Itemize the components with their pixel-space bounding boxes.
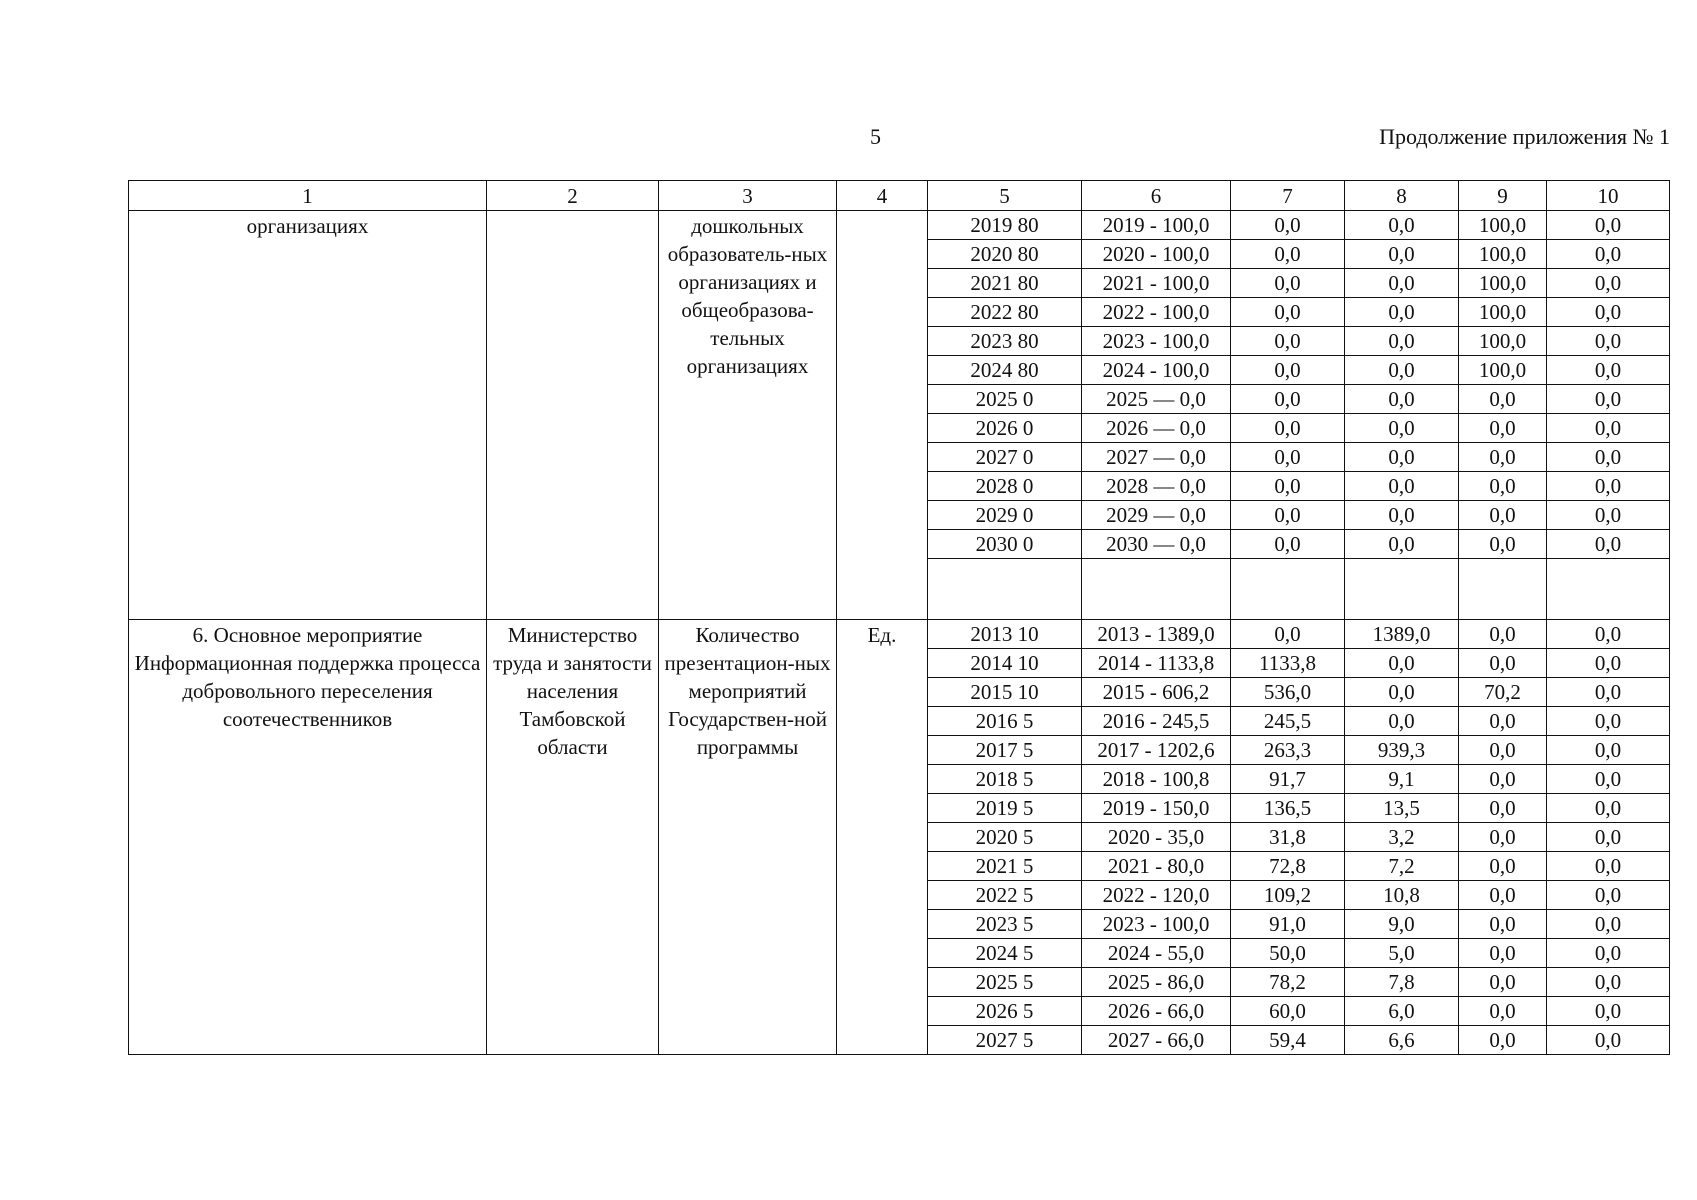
value-cell-col5: 2023 80	[928, 327, 1082, 356]
value-cell-col7: 136,5	[1231, 794, 1345, 823]
value-cell-col5: 2020 5	[928, 823, 1082, 852]
value-cell-col7: 0,0	[1231, 501, 1345, 530]
value-cell-col10: 0,0	[1547, 269, 1670, 298]
value-cell-col6: 2028 — 0,0	[1082, 472, 1231, 501]
value-cell-col10: 0,0	[1547, 443, 1670, 472]
value-cell-col9: 0,0	[1459, 501, 1547, 530]
value-cell-col9: 0,0	[1459, 443, 1547, 472]
value-cell-col9: 0,0	[1459, 968, 1547, 997]
value-cell-col7: 536,0	[1231, 678, 1345, 707]
value-cell-col10: 0,0	[1547, 736, 1670, 765]
value-cell-col5: 2019 5	[928, 794, 1082, 823]
value-cell-col5: 2026 0	[928, 414, 1082, 443]
value-cell-col9: 100,0	[1459, 269, 1547, 298]
block1-col4-cell	[837, 211, 928, 620]
value-cell-col9: 70,2	[1459, 678, 1547, 707]
value-cell-col10: 0,0	[1547, 385, 1670, 414]
value-cell-col5: 2016 5	[928, 707, 1082, 736]
value-cell-col5: 2018 5	[928, 765, 1082, 794]
value-cell-col7: 31,8	[1231, 823, 1345, 852]
value-cell-col6: 2024 - 55,0	[1082, 939, 1231, 968]
value-cell-col7: 0,0	[1231, 298, 1345, 327]
value-cell-col5: 2027 5	[928, 1026, 1082, 1055]
value-cell-col10: 0,0	[1547, 298, 1670, 327]
value-cell-col5: 2022 5	[928, 881, 1082, 910]
value-cell-col6: 2020 - 35,0	[1082, 823, 1231, 852]
value-cell-col10: 0,0	[1547, 240, 1670, 269]
value-cell-col5: 2014 10	[928, 649, 1082, 678]
value-cell-col5: 2024 5	[928, 939, 1082, 968]
value-cell-col8: 0,0	[1345, 443, 1459, 472]
appendix-table	[128, 180, 1670, 1055]
value-cell-col7: 72,8	[1231, 852, 1345, 881]
value-cell-col6: 2015 - 606,2	[1082, 678, 1231, 707]
value-cell-col7: 59,4	[1231, 1026, 1345, 1055]
value-cell-col10: 0,0	[1547, 356, 1670, 385]
value-cell-col7: 0,0	[1231, 443, 1345, 472]
value-cell-col9: 0,0	[1459, 707, 1547, 736]
value-cell-col9: 0,0	[1459, 414, 1547, 443]
value-cell-col8: 3,2	[1345, 823, 1459, 852]
value-cell-col8: 6,0	[1345, 997, 1459, 1026]
value-cell-col7: 0,0	[1231, 269, 1345, 298]
table-row	[129, 620, 1670, 649]
value-cell-col8: 0,0	[1345, 472, 1459, 501]
value-cell-col8: 0,0	[1345, 501, 1459, 530]
value-cell-col8: 939,3	[1345, 736, 1459, 765]
value-cell-col5: 2025 5	[928, 968, 1082, 997]
value-cell-col6: 2023 - 100,0	[1082, 910, 1231, 939]
value-cell-col6: 2022 - 100,0	[1082, 298, 1231, 327]
value-cell-col9: 0,0	[1459, 852, 1547, 881]
value-cell-col5: 2019 80	[928, 211, 1082, 240]
value-cell-col6: 2025 — 0,0	[1082, 385, 1231, 414]
value-cell-col9: 0,0	[1459, 794, 1547, 823]
value-cell-col10: 0,0	[1547, 910, 1670, 939]
empty-cell	[1547, 559, 1670, 620]
value-cell-col10: 0,0	[1547, 501, 1670, 530]
value-cell-col7: 263,3	[1231, 736, 1345, 765]
value-cell-col5: 2024 80	[928, 356, 1082, 385]
column-number-row	[129, 181, 1670, 211]
value-cell-col6: 2023 - 100,0	[1082, 327, 1231, 356]
value-cell-col8: 5,0	[1345, 939, 1459, 968]
value-cell-col8: 7,2	[1345, 852, 1459, 881]
value-cell-col8: 7,8	[1345, 968, 1459, 997]
value-cell-col7: 0,0	[1231, 530, 1345, 559]
value-cell-col8: 0,0	[1345, 240, 1459, 269]
block2-col1-cell: 6. Основное мероприятие Информационная поддержка процесса добровольного переселения соотечественников	[129, 620, 487, 1055]
value-cell-col6: 2019 - 150,0	[1082, 794, 1231, 823]
empty-cell	[1082, 559, 1231, 620]
value-cell-col6: 2014 - 1133,8	[1082, 649, 1231, 678]
value-cell-col10: 0,0	[1547, 211, 1670, 240]
value-cell-col9: 0,0	[1459, 620, 1547, 649]
value-cell-col8: 0,0	[1345, 211, 1459, 240]
value-cell-col5: 2017 5	[928, 736, 1082, 765]
value-cell-col9: 100,0	[1459, 327, 1547, 356]
value-cell-col10: 0,0	[1547, 327, 1670, 356]
empty-cell	[928, 559, 1082, 620]
value-cell-col6: 2020 - 100,0	[1082, 240, 1231, 269]
value-cell-col6: 2017 - 1202,6	[1082, 736, 1231, 765]
value-cell-col8: 10,8	[1345, 881, 1459, 910]
value-cell-col8: 0,0	[1345, 707, 1459, 736]
value-cell-col10: 0,0	[1547, 765, 1670, 794]
value-cell-col10: 0,0	[1547, 707, 1670, 736]
value-cell-col8: 0,0	[1345, 678, 1459, 707]
value-cell-col5: 2023 5	[928, 910, 1082, 939]
page-number: 5	[870, 124, 881, 149]
value-cell-col7: 60,0	[1231, 997, 1345, 1026]
value-cell-col7: 91,0	[1231, 910, 1345, 939]
value-cell-col7: 0,0	[1231, 211, 1345, 240]
value-cell-col7: 91,7	[1231, 765, 1345, 794]
value-cell-col5: 2021 5	[928, 852, 1082, 881]
value-cell-col7: 0,0	[1231, 385, 1345, 414]
value-cell-col6: 2021 - 80,0	[1082, 852, 1231, 881]
value-cell-col10: 0,0	[1547, 620, 1670, 649]
value-cell-col9: 100,0	[1459, 356, 1547, 385]
value-cell-col9: 100,0	[1459, 240, 1547, 269]
value-cell-col5: 2028 0	[928, 472, 1082, 501]
block2-col2-cell: Министерство труда и занятости населения Тамбовской области	[487, 620, 659, 1055]
value-cell-col10: 0,0	[1547, 649, 1670, 678]
block1-col1-cell: организациях	[129, 211, 487, 620]
value-cell-col7: 0,0	[1231, 327, 1345, 356]
value-cell-col10: 0,0	[1547, 414, 1670, 443]
value-cell-col7: 109,2	[1231, 881, 1345, 910]
value-cell-col5: 2020 80	[928, 240, 1082, 269]
column-number-1: 1	[129, 181, 487, 211]
value-cell-col6: 2022 - 120,0	[1082, 881, 1231, 910]
column-number-6: 6	[1082, 181, 1231, 211]
empty-cell	[1459, 559, 1547, 620]
value-cell-col5: 2021 80	[928, 269, 1082, 298]
value-cell-col6: 2024 - 100,0	[1082, 356, 1231, 385]
value-cell-col10: 0,0	[1547, 939, 1670, 968]
value-cell-col9: 0,0	[1459, 765, 1547, 794]
table-row	[129, 211, 1670, 240]
column-number-3: 3	[659, 181, 837, 211]
value-cell-col10: 0,0	[1547, 1026, 1670, 1055]
value-cell-col6: 2027 - 66,0	[1082, 1026, 1231, 1055]
column-number-2: 2	[487, 181, 659, 211]
value-cell-col8: 9,0	[1345, 910, 1459, 939]
value-cell-col9: 0,0	[1459, 1026, 1547, 1055]
value-cell-col6: 2030 — 0,0	[1082, 530, 1231, 559]
value-cell-col6: 2027 — 0,0	[1082, 443, 1231, 472]
block1-col2-cell	[487, 211, 659, 620]
value-cell-col8: 0,0	[1345, 649, 1459, 678]
value-cell-col10: 0,0	[1547, 997, 1670, 1026]
column-number-5: 5	[928, 181, 1082, 211]
value-cell-col7: 0,0	[1231, 356, 1345, 385]
value-cell-col6: 2021 - 100,0	[1082, 269, 1231, 298]
value-cell-col5: 2029 0	[928, 501, 1082, 530]
column-number-7: 7	[1231, 181, 1345, 211]
value-cell-col5: 2030 0	[928, 530, 1082, 559]
empty-cell	[1345, 559, 1459, 620]
value-cell-col8: 0,0	[1345, 356, 1459, 385]
value-cell-col10: 0,0	[1547, 881, 1670, 910]
value-cell-col7: 0,0	[1231, 414, 1345, 443]
value-cell-col10: 0,0	[1547, 852, 1670, 881]
block2-col4-cell: Ед.	[837, 620, 928, 1055]
value-cell-col6: 2018 - 100,8	[1082, 765, 1231, 794]
value-cell-col10: 0,0	[1547, 530, 1670, 559]
value-cell-col6: 2016 - 245,5	[1082, 707, 1231, 736]
value-cell-col9: 0,0	[1459, 997, 1547, 1026]
value-cell-col7: 245,5	[1231, 707, 1345, 736]
value-cell-col9: 100,0	[1459, 298, 1547, 327]
value-cell-col6: 2026 - 66,0	[1082, 997, 1231, 1026]
value-cell-col8: 0,0	[1345, 327, 1459, 356]
value-cell-col9: 0,0	[1459, 385, 1547, 414]
value-cell-col9: 0,0	[1459, 881, 1547, 910]
value-cell-col9: 0,0	[1459, 472, 1547, 501]
value-cell-col9: 0,0	[1459, 736, 1547, 765]
value-cell-col6: 2019 - 100,0	[1082, 211, 1231, 240]
value-cell-col9: 0,0	[1459, 530, 1547, 559]
value-cell-col7: 0,0	[1231, 240, 1345, 269]
value-cell-col9: 0,0	[1459, 939, 1547, 968]
value-cell-col5: 2022 80	[928, 298, 1082, 327]
value-cell-col8: 0,0	[1345, 269, 1459, 298]
value-cell-col8: 1389,0	[1345, 620, 1459, 649]
column-number-8: 8	[1345, 181, 1459, 211]
appendix-continuation-caption: Продолжение приложения № 1	[1379, 124, 1670, 149]
value-cell-col10: 0,0	[1547, 823, 1670, 852]
empty-cell	[1231, 559, 1345, 620]
column-number-9: 9	[1459, 181, 1547, 211]
value-cell-col10: 0,0	[1547, 678, 1670, 707]
value-cell-col7: 1133,8	[1231, 649, 1345, 678]
value-cell-col10: 0,0	[1547, 968, 1670, 997]
value-cell-col8: 9,1	[1345, 765, 1459, 794]
value-cell-col9: 100,0	[1459, 211, 1547, 240]
value-cell-col7: 0,0	[1231, 472, 1345, 501]
value-cell-col6: 2029 — 0,0	[1082, 501, 1231, 530]
value-cell-col5: 2015 10	[928, 678, 1082, 707]
value-cell-col5: 2013 10	[928, 620, 1082, 649]
value-cell-col9: 0,0	[1459, 823, 1547, 852]
block1-col3-cell: дошкольных образователь-ных организациях и общеобразова-тельных организациях	[659, 211, 837, 620]
value-cell-col7: 0,0	[1231, 620, 1345, 649]
block2-col3-cell: Количество презентацион-ных мероприятий Государствен-ной программы	[659, 620, 837, 1055]
value-cell-col9: 0,0	[1459, 649, 1547, 678]
column-number-4: 4	[837, 181, 928, 211]
value-cell-col10: 0,0	[1547, 794, 1670, 823]
value-cell-col5: 2025 0	[928, 385, 1082, 414]
value-cell-col8: 6,6	[1345, 1026, 1459, 1055]
column-number-10: 10	[1547, 181, 1670, 211]
value-cell-col10: 0,0	[1547, 472, 1670, 501]
value-cell-col6: 2026 — 0,0	[1082, 414, 1231, 443]
value-cell-col7: 50,0	[1231, 939, 1345, 968]
value-cell-col8: 0,0	[1345, 385, 1459, 414]
value-cell-col6: 2025 - 86,0	[1082, 968, 1231, 997]
value-cell-col9: 0,0	[1459, 910, 1547, 939]
value-cell-col5: 2027 0	[928, 443, 1082, 472]
value-cell-col8: 0,0	[1345, 298, 1459, 327]
value-cell-col5: 2026 5	[928, 997, 1082, 1026]
value-cell-col8: 0,0	[1345, 414, 1459, 443]
value-cell-col7: 78,2	[1231, 968, 1345, 997]
value-cell-col8: 0,0	[1345, 530, 1459, 559]
value-cell-col6: 2013 - 1389,0	[1082, 620, 1231, 649]
value-cell-col8: 13,5	[1345, 794, 1459, 823]
